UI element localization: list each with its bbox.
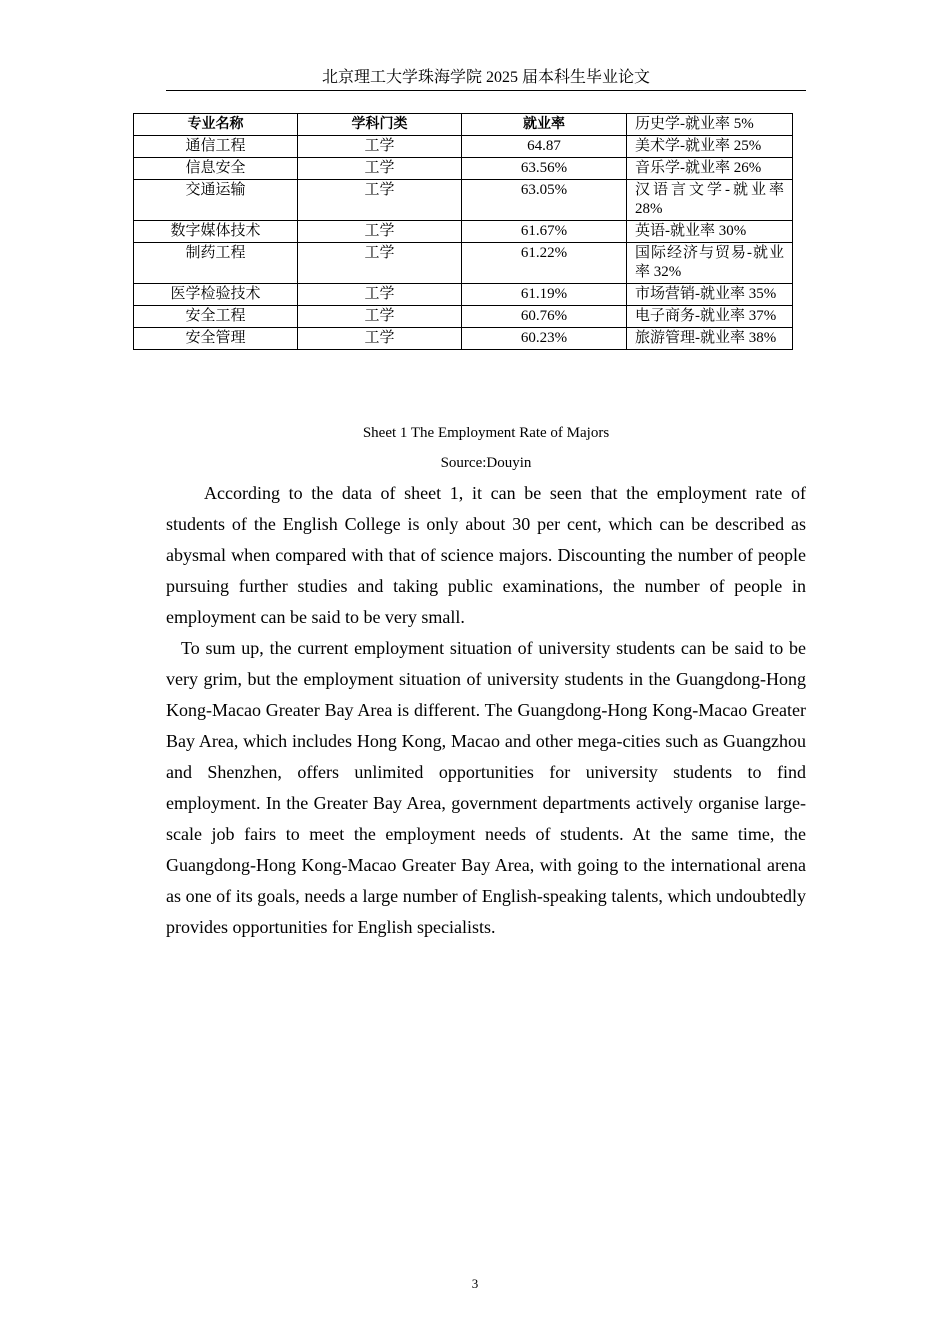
cell-major: 通信工程 — [134, 136, 298, 158]
cell-discipline: 工学 — [298, 243, 462, 284]
paragraph: According to the data of sheet 1, it can be seen that the employment rate of students of the English College is only about 30 per cent, which can be described as abysmal when compared with that of science majors. Discounting the number of people pursuing further studies and taking public examinations, the number of people in employment can be said to be very small. — [166, 483, 806, 627]
cell-comparison: 国际经济与贸易-就业率 32% — [627, 243, 793, 284]
cell-comparison: 旅游管理-就业率 38% — [627, 328, 793, 350]
header-comparison-cell: 历史学-就业率 5% — [627, 114, 793, 136]
table-source: Source:Douyin — [440, 455, 532, 471]
body-text — [166, 478, 806, 943]
table-row — [134, 328, 793, 350]
table-caption: Sheet 1 The Employment Rate of Majors — [362, 425, 610, 441]
cell-discipline: 工学 — [298, 221, 462, 243]
cell-major: 医学检验技术 — [134, 284, 298, 306]
cell-discipline: 工学 — [298, 306, 462, 328]
page-number: 3 — [471, 1276, 479, 1291]
cell-comparison: 英语-就业率 30% — [627, 221, 793, 243]
cell-rate: 60.23% — [462, 328, 627, 350]
table-row — [134, 284, 793, 306]
paragraph: To sum up, the current employment situation of university students can be said to be very grim, but the employment situation of university students in the Guangdong-Hong Kong-Macao Greater Bay Area is different. The Guangdong-Hong Kong-Macao Greater Bay Area, which includes Hong Kong, Macao and other mega-cities such as Guangzhou and Shenzhen, offers unlimited opportunities for university students to find employment. In the Greater Bay Area, government departments actively organise large-scale job fairs to meet the employment needs of students. At the same time, the Guangdong-Hong Kong-Macao Greater Bay Area, with going to the international arena as one of its goals, needs a large number of English-speaking talents, which undoubtedly provides opportunities for English specialists. — [166, 638, 806, 937]
cell-discipline: 工学 — [298, 180, 462, 221]
cell-discipline: 工学 — [298, 284, 462, 306]
cell-major: 安全工程 — [134, 306, 298, 328]
header-discipline: 学科门类 — [298, 114, 462, 136]
table-row — [134, 306, 793, 328]
cell-major: 安全管理 — [134, 328, 298, 350]
cell-discipline: 工学 — [298, 136, 462, 158]
cell-major: 制药工程 — [134, 243, 298, 284]
table-header-row — [134, 114, 793, 136]
cell-discipline: 工学 — [298, 328, 462, 350]
table-row — [134, 243, 793, 284]
cell-comparison: 音乐学-就业率 26% — [627, 158, 793, 180]
page-header: 北京理工大学珠海学院 2025 届本科生毕业论文 — [166, 68, 806, 91]
cell-rate: 64.87 — [462, 136, 627, 158]
cell-comparison: 电子商务-就业率 37% — [627, 306, 793, 328]
cell-comparison: 市场营销-就业率 35% — [627, 284, 793, 306]
table-row — [134, 158, 793, 180]
cell-discipline: 工学 — [298, 158, 462, 180]
cell-comparison: 汉语言文学-就业率 28% — [627, 180, 793, 221]
header-employment-rate: 就业率 — [462, 114, 627, 136]
cell-rate: 61.19% — [462, 284, 627, 306]
header-major-name: 专业名称 — [134, 114, 298, 136]
cell-rate: 63.56% — [462, 158, 627, 180]
table-row — [134, 136, 793, 158]
cell-rate: 63.05% — [462, 180, 627, 221]
cell-major: 信息安全 — [134, 158, 298, 180]
table-row — [134, 221, 793, 243]
cell-major: 交通运输 — [134, 180, 298, 221]
cell-comparison: 美术学-就业率 25% — [627, 136, 793, 158]
employment-rate-table — [133, 113, 793, 350]
table-row — [134, 180, 793, 221]
cell-rate: 60.76% — [462, 306, 627, 328]
cell-rate: 61.22% — [462, 243, 627, 284]
cell-rate: 61.67% — [462, 221, 627, 243]
cell-major: 数字媒体技术 — [134, 221, 298, 243]
